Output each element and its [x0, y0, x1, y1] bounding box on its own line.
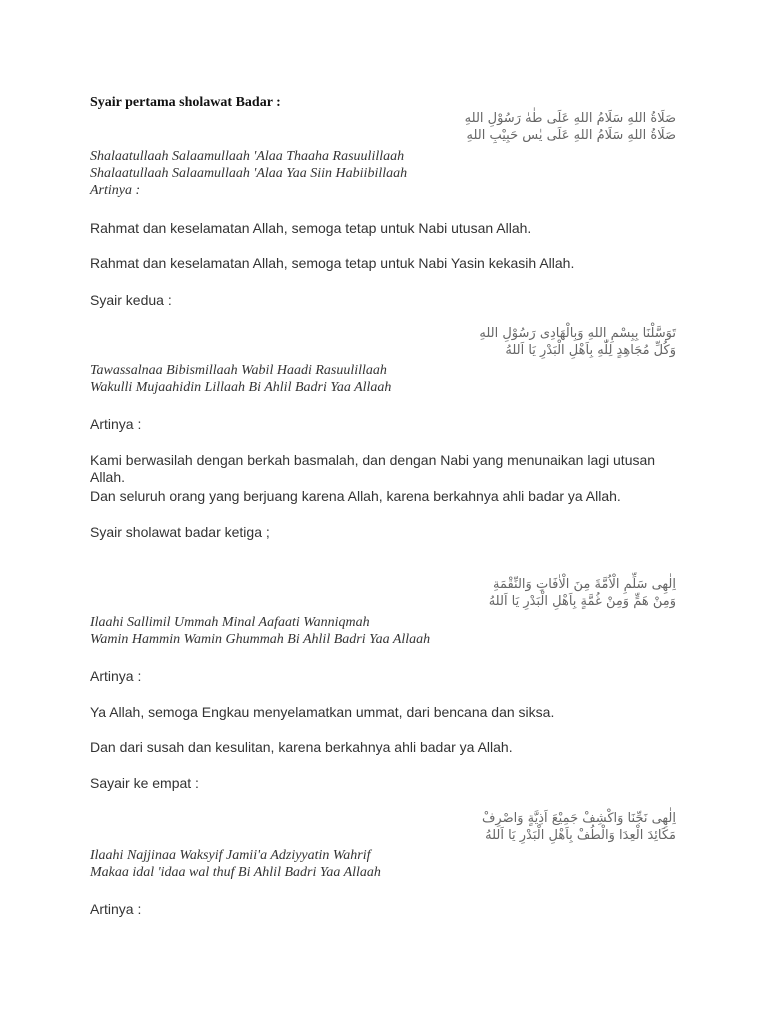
artinya-label: Artinya : [90, 183, 141, 198]
section-heading: Sayair ke empat : [90, 775, 199, 791]
arabic-line: وَكُلِّ مُجَاهِدٍ لِلّٰهِ بِاَهْلِ الْبَدْرِ يَا اَللهُ [505, 343, 676, 358]
latin-line: Makaa idal 'idaa wal thuf Bi Ahlil Badri Yaa Allaah [90, 865, 381, 880]
arabic-verse-4 [482, 810, 676, 844]
meaning-text: Ya Allah, semoga Engkau menyelamatkan ummat, dari bencana dan siksa. [90, 704, 555, 720]
arabic-line: وَمِنْ هَمٍّ وَمِنْ غُمَّةٍ بِاَهْلِ الْبَدْرِ يَا اَللهُ [488, 594, 676, 609]
meaning-text: Rahmat dan keselamatan Allah, semoga tetap untuk Nabi utusan Allah. [90, 220, 532, 236]
latin-line: Shalaatullaah Salaamullaah 'Alaa Thaaha Rasuulillaah [90, 149, 405, 164]
document-title: Syair pertama sholawat Badar : [90, 95, 281, 110]
artinya-label: Artinya : [90, 901, 142, 917]
artinya-label: Artinya : [90, 668, 142, 684]
arabic-line: اِلٰهِى نَجِّنَا وَاكْشِفْ جَمِيْعَ اَذِيَّةٍ وَاصْرِفْ [481, 811, 676, 826]
latin-verse-2 [90, 362, 391, 396]
latin-line: Ilaahi Sallimil Ummah Minal Aafaati Wanniqmah [90, 615, 370, 630]
latin-verse-1 [90, 148, 407, 199]
latin-line: Tawassalnaa Bibismillaah Wabil Haadi Rasuulillaah [90, 363, 387, 378]
section-heading: Syair sholawat badar ketiga ; [90, 524, 270, 540]
artinya-label: Artinya : [90, 416, 142, 432]
meaning-text: Dan seluruh orang yang berjuang karena Allah, karena berkahnya ahli badar ya Allah. [90, 488, 621, 504]
latin-line: Ilaahi Najjinaa Waksyif Jamii'a Adziyyatin Wahrif [90, 848, 371, 863]
latin-verse-3 [90, 614, 430, 648]
arabic-verse-3 [489, 576, 676, 610]
meaning-text: Dan dari susah dan kesulitan, karena berkahnya ahli badar ya Allah. [90, 739, 513, 755]
arabic-line: صَلَاةُ اللهِ سَلَامُ اللهِ عَلَى طٰهٰ رَسُوْلِ اللهِ [464, 111, 676, 126]
meaning-text: Kami berwasilah dengan berkah basmalah, dan dengan Nabi yang menunaikan lagi utusan Allah. [90, 452, 656, 485]
section-heading: Syair kedua : [90, 292, 172, 308]
latin-line: Wakulli Mujaahidin Lillaah Bi Ahlil Badri Yaa Allaah [90, 380, 392, 395]
latin-line: Shalaatullaah Salaamullaah 'Alaa Yaa Siin Habiibillaah [90, 166, 408, 181]
latin-verse-4 [90, 847, 381, 881]
arabic-line: مَكَائِدَ الْعِدَا وَالْطُفْ بِاَهْلِ الْبَدْرِ يَا اَللهُ [485, 828, 676, 843]
arabic-verse-2 [479, 325, 676, 359]
arabic-line: صَلَاةُ اللهِ سَلَامُ اللهِ عَلَى يٰس حَبِيْبِ اللهِ [466, 128, 676, 143]
latin-line: Wamin Hammin Wamin Ghummah Bi Ahlil Badri Yaa Allaah [90, 632, 431, 647]
arabic-line: اِلٰهِى سَلِّمِ الْاُمَّةَ مِنَ الْاٰفَاتِ وَالنِّقْمَةِ [492, 577, 676, 592]
arabic-verse-1 [465, 110, 676, 144]
arabic-line: تَوَسَّلْنَا بِبِسْمِ اللهِ وَبِالْهَادِى رَسُوْلِ اللهِ [479, 326, 676, 341]
meaning-text: Rahmat dan keselamatan Allah, semoga tetap untuk Nabi Yasin kekasih Allah. [90, 255, 575, 271]
